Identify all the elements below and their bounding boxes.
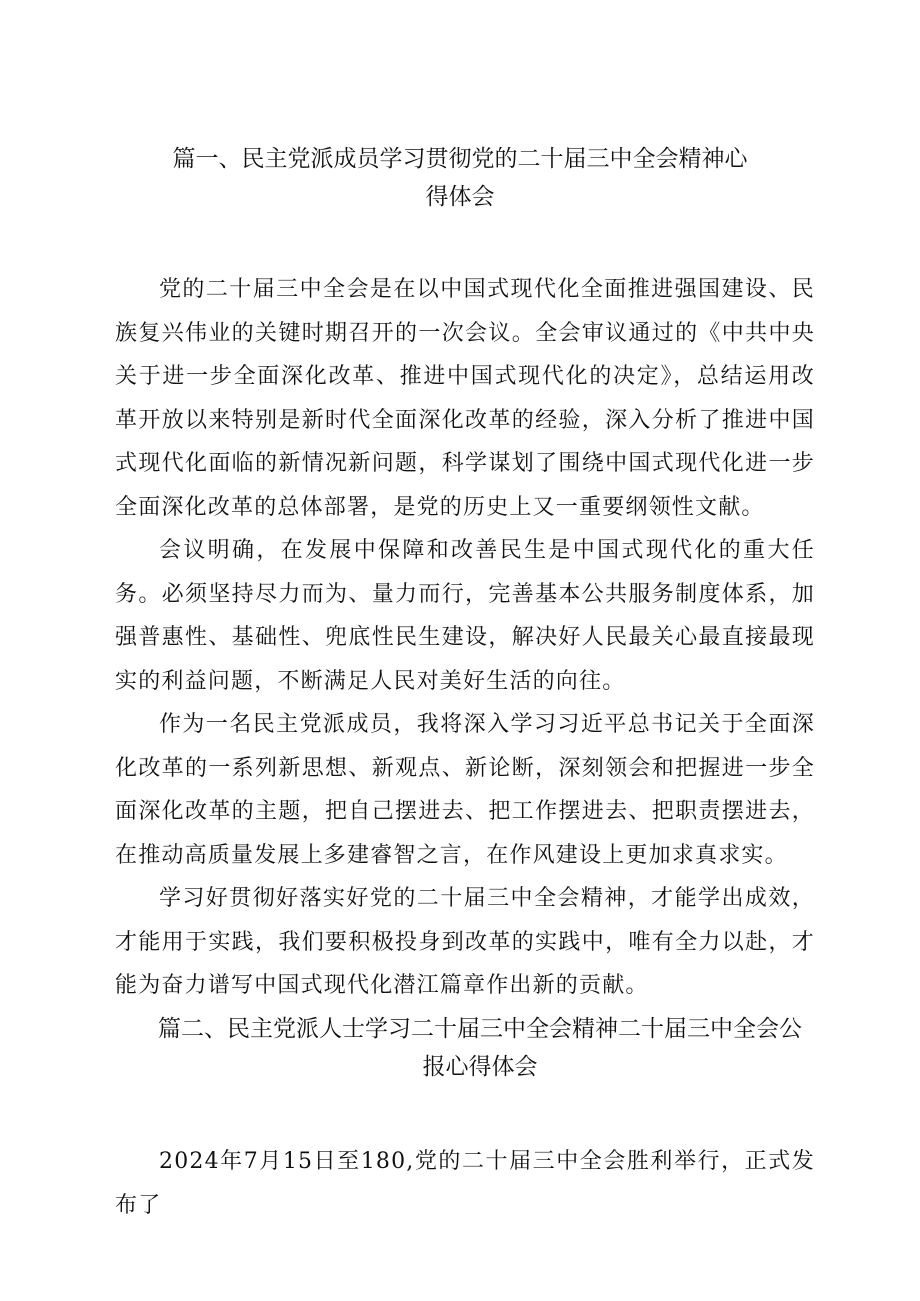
- section2-paragraph-1: 2024年7月15日至180,党的二十届三中全会胜利举行，正式发布了: [115, 1149, 815, 1218]
- section1-title: [0, 140, 920, 216]
- section2-body: [115, 1140, 815, 1227]
- section2-title: [20, 1010, 920, 1086]
- section1-paragraph-3: 作为一名民主党派成员，我将深入学习习近平总书记关于全面深化改革的一系列新思想、新观点、新论断，深刻领会和把握进一步全面深化改革的主题，把自己摆进去、把工作摆进去、把职责摆进去，在推动高质量发展上多建睿智之言，在作风建设上更加求真求实。: [115, 712, 815, 868]
- section1-paragraph-2: 会议明确，在发展中保障和改善民生是中国式现代化的重大任务。必须坚持尽力而为、量力而行，完善基本公共服务制度体系，加强普惠性、基础性、兜底性民生建设，解决好人民最关心最直接最现实的利益问题，不断满足人民对美好生活的向往。: [115, 538, 815, 694]
- section2-title-line2: 报心得体会: [422, 1054, 538, 1080]
- section1-paragraph-4: 学习好贯彻好落实好党的二十届三中全会精神，才能学出成效，才能用于实践，我们要积极投身到改革的实践中，唯有全力以赴，才能为奋力谱写中国式现代化潜江篇章作出新的贡献。: [115, 886, 815, 998]
- section1-title-line1: 篇一、民主党派成员学习贯彻党的二十届三中全会精神心: [172, 146, 748, 172]
- section2-title-line1: 篇二、民主党派人士学习二十届三中全会精神二十届三中全会公: [158, 1016, 802, 1042]
- section1-title-line2: 得体会: [425, 184, 495, 210]
- section1-paragraph-1: 党的二十届三中全会是在以中国式现代化全面推进强国建设、民族复兴伟业的关键时期召开的一次会议。全会审议通过的《中共中央关于进一步全面深化改革、推进中国式现代化的决定》，总结运用改革开放以来特别是新时代全面深化改革的经验，深入分析了推进中国式现代化面临的新情况新问题，科学谋划了围绕中国式现代化进一步全面深化改革的总体部署，是党的历史上又一重要纲领性文献。: [115, 277, 815, 520]
- section1-body: [115, 268, 815, 1008]
